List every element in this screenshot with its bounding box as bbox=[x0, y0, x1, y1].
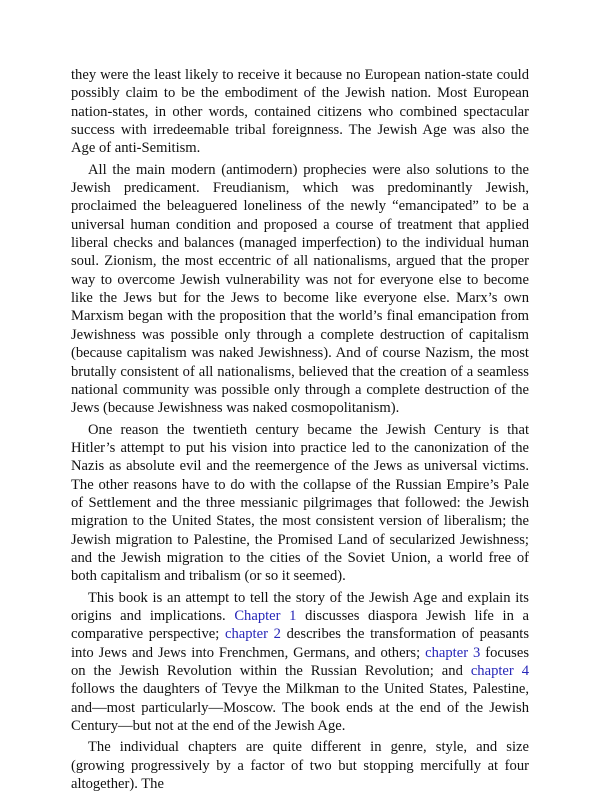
chapter-2-link[interactable]: chapter 2 bbox=[225, 626, 281, 643]
chapter-1-link[interactable]: Chapter 1 bbox=[234, 607, 297, 624]
page-body bbox=[71, 66, 529, 796]
paragraph-4-text: focuses on the Jewish Revolution within the Russian Revolution; and bbox=[71, 644, 530, 679]
paragraph-3-text: One reason the twentieth century became the Jewish Century is that Hitler’s attempt to put his vision into practice led to the canonization of the Nazis as absolute evil and the reemergence of the Jews as universal victims. The other reasons have to do with the collapse of the Russian Empire’s Pale of Settlement and the three messianic pilgrimages that followed: the Jewish migration to the United States, the most consistent version of liberalism; the Jewish migration to Palestine, the Promised Land of secularized Jewishness; and the Jewish migration to the cities of the Soviet Union, a world free of both capitalism and tribalism (or so it seemed). bbox=[71, 421, 529, 585]
paragraph-4-text: describes the transformation of peasants into Jews and Jews into Frenchmen, Germans, and others; bbox=[71, 626, 530, 661]
chapter-3-link[interactable]: chapter 3 bbox=[425, 644, 481, 661]
paragraph-2-text: All the main modern (antimodern) prophecies were also solutions to the Jewish predicament. Freudianism, which was predominantly Jewish, proclaimed the beleaguered loneliness of the newly “emancipated” to be a universal human condition and proposed a course of treatment that applied liberal checks and balances (managed imperfection) to the individual human soul. Zionism, the most eccentric of all nationalisms, argued that the proper way to overcome Jewish vulnerability was not for everyone else to become like the Jews but for the Jews to become like everyone else. Marx’s own Marxism began with the proposition that the world’s final emancipation from Jewishness was possible only through a complete destruction of capitalism (because capitalism was naked Jewishness). And of course Nazism, the most brutally consistent of all nationalisms, believed that the creation of a seamless national community was possible only through a complete destruction of the Jews (because Jewishness was naked cosmopolitanism). bbox=[71, 161, 529, 417]
paragraph-1 bbox=[71, 66, 529, 158]
paragraph-2 bbox=[71, 161, 529, 418]
paragraph-4 bbox=[71, 589, 529, 736]
chapter-4-link[interactable]: chapter 4 bbox=[470, 663, 529, 679]
paragraph-4-text: discusses diaspora Jewish life in a comparative perspective; bbox=[71, 607, 530, 643]
paragraph-1-text: they were the least likely to receive it because no European nation-state could possibly claim to be the embodiment of the Jewish nation. Most European nation-states, in other words, contained citizens who combined spectacular success with irredeemable tribal foreignness. The Jewish Age was also the Age of anti-Semitism. bbox=[71, 67, 529, 157]
paragraph-4-text: This book is an attempt to tell the story of the Jewish Age and explain its origins and implications. bbox=[71, 589, 529, 624]
paragraph-5-text: The individual chapters are quite different in genre, style, and size (growing progressively by a factor of two but stopping mercifully at four altogether). The bbox=[71, 739, 529, 793]
paragraph-5 bbox=[71, 738, 529, 793]
paragraph-3 bbox=[71, 421, 529, 586]
paragraph-4-text: follows the daughters of Tevye the Milkman to the United States, Palestine, and—most particularly—Moscow. The book ends at the end of the Jewish Century—but not at the end of the Jewish Age. bbox=[71, 681, 529, 735]
